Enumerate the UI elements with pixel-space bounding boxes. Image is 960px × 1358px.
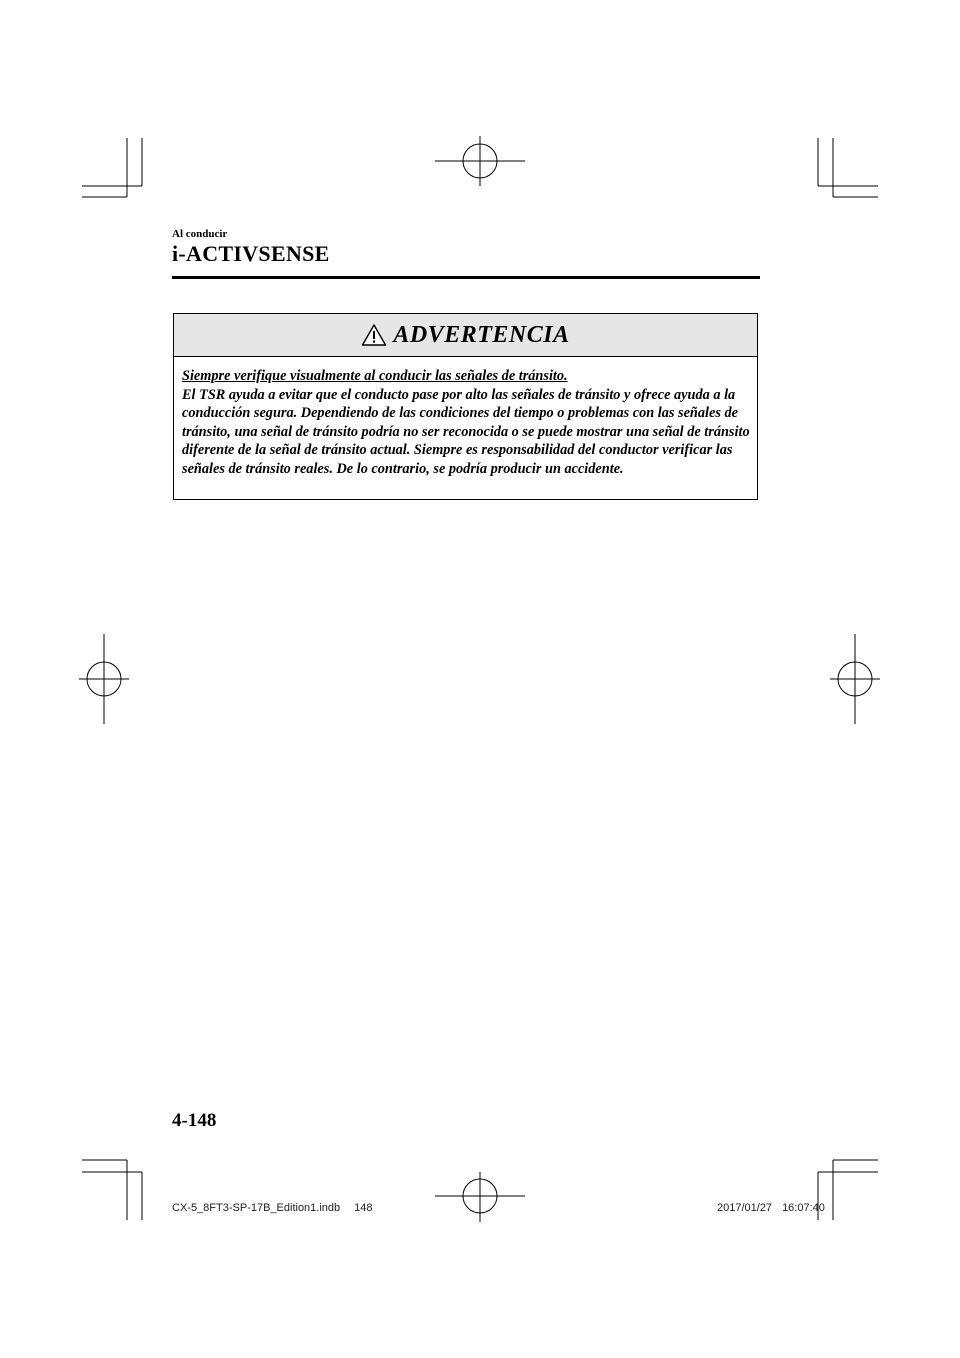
warning-body xyxy=(174,357,757,479)
warning-lead-text: Siempre verifique visualmente al conducir las señales de tránsito. xyxy=(182,368,568,384)
footer-time: 16:07:40 xyxy=(782,1202,825,1214)
warning-body-text: El TSR ayuda a evitar que el conducto pase por alto las señales de tránsito y ofrece ayuda a la conducción segura. Dependiendo de las condiciones del tiempo o problemas con las señales de tránsito, una señal de tránsito podría no ser reconocida o se puede mostrar una señal de tránsito diferente de la señal de tránsito actual. Siempre es responsabilidad del conductor verificar las señales de tránsito reales. De lo contrario, se podría producir un accidente. xyxy=(182,386,750,477)
section-label: Al conducir xyxy=(172,228,228,240)
section-title: i-ACTIVSENSE xyxy=(172,241,330,266)
warning-box xyxy=(173,313,758,500)
page-number: 4-148 xyxy=(172,1110,217,1131)
footer-file-info xyxy=(172,1202,373,1214)
warning-heading: ADVERTENCIA xyxy=(393,321,570,348)
title-divider xyxy=(172,276,760,279)
warning-header xyxy=(174,314,757,357)
warning-triangle-icon xyxy=(361,323,387,347)
footer-file-name: CX-5_8FT3-SP-17B_Edition1.indb xyxy=(172,1202,341,1214)
footer-file-page: 148 xyxy=(354,1202,373,1214)
footer-timestamp xyxy=(717,1202,825,1214)
footer-date: 2017/01/27 xyxy=(717,1202,773,1214)
